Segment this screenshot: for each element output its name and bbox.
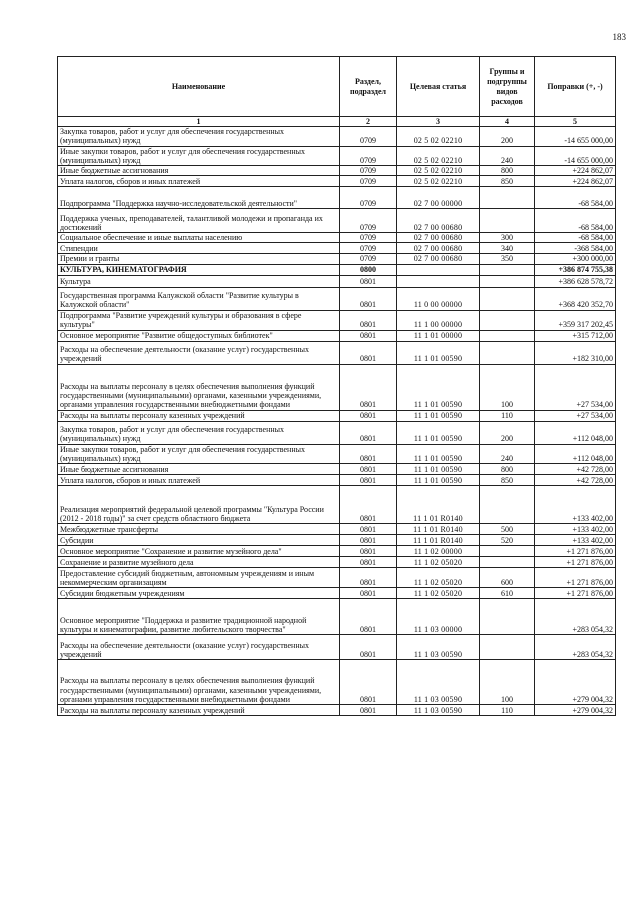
row-name: Поддержка ученых, преподавателей, талантливой молодежи и пропаганда их достижений (58, 209, 340, 233)
table-row (58, 233, 616, 243)
row-target-article: 02 7 00 00680 (397, 209, 480, 233)
row-expense-group (480, 635, 535, 660)
row-target-article: 02 5 02 02210 (397, 127, 480, 146)
row-name: Закупка товаров, работ и услуг для обеспечения государственных (муниципальных) нужд (58, 421, 340, 444)
row-section: 0801 (340, 275, 397, 287)
row-amendment: -14 655 000,00 (535, 127, 616, 146)
row-name: Иные бюджетные ассигнования (58, 166, 340, 176)
row-expense-group: 340 (480, 243, 535, 254)
row-expense-group (480, 287, 535, 310)
table-row (58, 410, 616, 421)
row-expense-group: 200 (480, 127, 535, 146)
row-target-article: 11 1 03 00590 (397, 635, 480, 660)
table-row (58, 568, 616, 588)
header-amendments: Поправки (+, -) (535, 57, 616, 117)
row-name: Расходы на выплаты персоналу в целях обеспечения выполнения функций государственными (муниципальными) органами, казенными учреждениями, органами управления государственными внебюджетными фондами (58, 660, 340, 705)
row-target-article: 11 1 02 05020 (397, 568, 480, 588)
row-section: 0801 (340, 421, 397, 444)
column-number: 2 (340, 117, 397, 127)
row-target-article: 11 1 01 00590 (397, 444, 480, 463)
table-row (58, 243, 616, 254)
row-name: Уплата налогов, сборов и иных платежей (58, 475, 340, 486)
row-expense-group: 520 (480, 535, 535, 546)
table-row (58, 287, 616, 310)
row-section: 0801 (340, 588, 397, 599)
row-name: Подпрограмма "Поддержка научно-исследовательской деятельности" (58, 187, 340, 209)
row-target-article: 11 1 01 00590 (397, 410, 480, 421)
row-expense-group (480, 546, 535, 557)
row-target-article (397, 264, 480, 275)
row-target-article: 02 7 00 00000 (397, 187, 480, 209)
row-name: Премии и гранты (58, 254, 340, 264)
table-row (58, 486, 616, 524)
row-expense-group: 100 (480, 364, 535, 410)
page-number: 183 (612, 32, 626, 42)
row-expense-group: 850 (480, 475, 535, 486)
row-section: 0801 (340, 568, 397, 588)
row-section: 0801 (340, 341, 397, 364)
table-row (58, 635, 616, 660)
row-target-article: 11 1 01 00000 (397, 330, 480, 341)
row-expense-group (480, 599, 535, 635)
row-amendment: +283 054,32 (535, 599, 616, 635)
row-name: Субсидии (58, 535, 340, 546)
row-name: Подпрограмма "Развитие учреждений культуры и образования в сфере культуры" (58, 310, 340, 330)
row-amendment: +1 271 876,00 (535, 557, 616, 568)
table-row (58, 660, 616, 705)
row-name: Межбюджетные трансферты (58, 524, 340, 535)
row-amendment: +1 271 876,00 (535, 568, 616, 588)
budget-amendments-table (57, 56, 616, 716)
row-target-article: 11 1 00 00000 (397, 310, 480, 330)
row-target-article: 11 1 01 R0140 (397, 524, 480, 535)
row-amendment: +300 000,00 (535, 254, 616, 264)
row-expense-group (480, 486, 535, 524)
row-name: Уплата налогов, сборов и иных платежей (58, 176, 340, 187)
row-expense-group: 240 (480, 444, 535, 463)
row-expense-group: 300 (480, 233, 535, 243)
row-expense-group (480, 330, 535, 341)
row-name: Государственная программа Калужской области "Развитие культуры в Калужской области" (58, 287, 340, 310)
row-section: 0800 (340, 264, 397, 275)
row-target-article (397, 275, 480, 287)
row-expense-group: 850 (480, 176, 535, 187)
row-expense-group: 240 (480, 146, 535, 165)
row-name: Основное мероприятие "Сохранение и развитие музейного дела" (58, 546, 340, 557)
row-expense-group (480, 264, 535, 275)
row-amendment: +182 310,00 (535, 341, 616, 364)
row-target-article: 11 1 03 00000 (397, 599, 480, 635)
table-row (58, 166, 616, 176)
row-name: Социальное обеспечение и иные выплаты населению (58, 233, 340, 243)
row-section: 0709 (340, 166, 397, 176)
row-section: 0709 (340, 127, 397, 146)
row-name: Расходы на выплаты персоналу казенных учреждений (58, 705, 340, 716)
table-row (58, 254, 616, 264)
row-target-article: 11 1 03 00590 (397, 705, 480, 716)
table-row (58, 557, 616, 568)
row-amendment: -68 584,00 (535, 233, 616, 243)
row-amendment: +133 402,00 (535, 535, 616, 546)
row-amendment: +42 728,00 (535, 475, 616, 486)
row-section: 0801 (340, 660, 397, 705)
row-expense-group: 500 (480, 524, 535, 535)
row-target-article: 11 1 01 00590 (397, 464, 480, 475)
row-section: 0801 (340, 557, 397, 568)
row-amendment: +368 420 352,70 (535, 287, 616, 310)
row-expense-group: 110 (480, 705, 535, 716)
row-amendment: +359 317 202,45 (535, 310, 616, 330)
row-amendment: +315 712,00 (535, 330, 616, 341)
row-expense-group: 600 (480, 568, 535, 588)
row-amendment: +386 628 578,72 (535, 275, 616, 287)
row-target-article: 11 0 00 00000 (397, 287, 480, 310)
row-name: Иные закупки товаров, работ и услуг для обеспечения государственных (муниципальных) нужд (58, 444, 340, 463)
row-amendment: +1 271 876,00 (535, 546, 616, 557)
table-row (58, 209, 616, 233)
header-expense-groups: Группы и подгруппы видов расходов (480, 57, 535, 117)
row-name: Расходы на обеспечение деятельности (оказание услуг) государственных учреждений (58, 635, 340, 660)
table-row (58, 705, 616, 716)
row-expense-group (480, 310, 535, 330)
table-row (58, 364, 616, 410)
row-name: Расходы на выплаты персоналу казенных учреждений (58, 410, 340, 421)
column-numbers-row (58, 117, 616, 127)
row-amendment: +283 054,32 (535, 635, 616, 660)
row-name: Субсидии бюджетным учреждениям (58, 588, 340, 599)
row-amendment: +386 874 755,38 (535, 264, 616, 275)
row-target-article: 11 1 02 05020 (397, 557, 480, 568)
row-target-article: 11 1 01 00590 (397, 341, 480, 364)
row-section: 0709 (340, 146, 397, 165)
table-row (58, 310, 616, 330)
row-section: 0801 (340, 599, 397, 635)
row-target-article: 11 1 01 R0140 (397, 486, 480, 524)
row-target-article: 02 7 00 00680 (397, 233, 480, 243)
table-row (58, 341, 616, 364)
row-target-article: 11 1 03 00590 (397, 660, 480, 705)
table-header-row (58, 57, 616, 117)
row-name: Реализация мероприятий федеральной целевой программы "Культура России (2012 - 2018 годы)" за счет средств областного бюджета (58, 486, 340, 524)
row-amendment: +279 004,32 (535, 705, 616, 716)
table-row (58, 187, 616, 209)
row-amendment: +133 402,00 (535, 486, 616, 524)
row-section: 0801 (340, 524, 397, 535)
row-section: 0801 (340, 287, 397, 310)
row-name: Расходы на выплаты персоналу в целях обеспечения выполнения функций государственными (муниципальными) органами, казенными учреждениями, органами управления государственными внебюджетными фондами (58, 364, 340, 410)
header-section: Раздел, подраздел (340, 57, 397, 117)
row-expense-group: 800 (480, 166, 535, 176)
row-expense-group: 350 (480, 254, 535, 264)
table-row (58, 275, 616, 287)
table-row (58, 546, 616, 557)
header-target-article: Целевая статья (397, 57, 480, 117)
table-row (58, 535, 616, 546)
table-row (58, 330, 616, 341)
header-name: Наименование (58, 57, 340, 117)
row-amendment: +279 004,32 (535, 660, 616, 705)
row-amendment: +224 862,07 (535, 166, 616, 176)
row-amendment: +27 534,00 (535, 364, 616, 410)
row-section: 0801 (340, 364, 397, 410)
column-number: 1 (58, 117, 340, 127)
row-target-article: 11 1 02 00000 (397, 546, 480, 557)
row-amendment: +27 534,00 (535, 410, 616, 421)
row-section: 0801 (340, 635, 397, 660)
row-expense-group (480, 209, 535, 233)
row-target-article: 02 5 02 02210 (397, 166, 480, 176)
row-expense-group: 200 (480, 421, 535, 444)
table-row (58, 421, 616, 444)
row-name: Закупка товаров, работ и услуг для обеспечения государственных (муниципальных) нужд (58, 127, 340, 146)
row-target-article: 11 1 01 00590 (397, 475, 480, 486)
row-amendment: +133 402,00 (535, 524, 616, 535)
table-row (58, 524, 616, 535)
row-expense-group (480, 275, 535, 287)
row-name: Иные бюджетные ассигнования (58, 464, 340, 475)
row-expense-group: 100 (480, 660, 535, 705)
row-section: 0801 (340, 486, 397, 524)
row-amendment: +112 048,00 (535, 444, 616, 463)
row-target-article: 11 1 01 R0140 (397, 535, 480, 546)
row-target-article: 02 7 00 00680 (397, 243, 480, 254)
table-row (58, 599, 616, 635)
row-expense-group (480, 187, 535, 209)
row-target-article: 02 5 02 02210 (397, 146, 480, 165)
row-section: 0709 (340, 187, 397, 209)
row-section: 0709 (340, 243, 397, 254)
row-section: 0801 (340, 330, 397, 341)
row-expense-group (480, 341, 535, 364)
row-amendment: -68 584,00 (535, 187, 616, 209)
row-name: Основное мероприятие "Поддержка и развитие традиционной народной культуры и кинематографии, развитие любительского творчества" (58, 599, 340, 635)
row-target-article: 11 1 02 05020 (397, 588, 480, 599)
row-section: 0709 (340, 233, 397, 243)
row-name: Иные закупки товаров, работ и услуг для обеспечения государственных (муниципальных) нужд (58, 146, 340, 165)
row-section: 0801 (340, 464, 397, 475)
row-target-article: 02 7 00 00680 (397, 254, 480, 264)
table-row (58, 264, 616, 275)
column-number: 4 (480, 117, 535, 127)
row-target-article: 11 1 01 00590 (397, 421, 480, 444)
table-row (58, 464, 616, 475)
row-section: 0801 (340, 546, 397, 557)
row-target-article: 11 1 01 00590 (397, 364, 480, 410)
table-row (58, 588, 616, 599)
row-name: Сохранение и развитие музейного дела (58, 557, 340, 568)
table-row (58, 475, 616, 486)
row-section: 0801 (340, 410, 397, 421)
row-section: 0801 (340, 444, 397, 463)
row-amendment: -368 584,00 (535, 243, 616, 254)
row-section: 0709 (340, 254, 397, 264)
row-name: Предоставление субсидий бюджетным, автономным учреждениям и иным некоммерческим организациям (58, 568, 340, 588)
row-name: Культура (58, 275, 340, 287)
row-target-article: 02 5 02 02210 (397, 176, 480, 187)
column-number: 3 (397, 117, 480, 127)
row-amendment: +42 728,00 (535, 464, 616, 475)
row-name: Расходы на обеспечение деятельности (оказание услуг) государственных учреждений (58, 341, 340, 364)
row-section: 0801 (340, 310, 397, 330)
row-expense-group: 610 (480, 588, 535, 599)
row-section: 0801 (340, 475, 397, 486)
row-amendment: +1 271 876,00 (535, 588, 616, 599)
row-section: 0709 (340, 176, 397, 187)
column-number: 5 (535, 117, 616, 127)
row-amendment: -68 584,00 (535, 209, 616, 233)
table-row (58, 176, 616, 187)
row-name: Стипендии (58, 243, 340, 254)
row-section: 0801 (340, 705, 397, 716)
table-row (58, 146, 616, 165)
table-row (58, 127, 616, 146)
row-expense-group (480, 557, 535, 568)
row-section: 0801 (340, 535, 397, 546)
row-section: 0709 (340, 209, 397, 233)
table-row (58, 444, 616, 463)
table-body (58, 127, 616, 716)
row-amendment: +112 048,00 (535, 421, 616, 444)
row-expense-group: 110 (480, 410, 535, 421)
row-expense-group: 800 (480, 464, 535, 475)
row-name: Основное мероприятие "Развитие общедоступных библиотек" (58, 330, 340, 341)
row-name: КУЛЬТУРА, КИНЕМАТОГРАФИЯ (58, 264, 340, 275)
row-amendment: +224 862,07 (535, 176, 616, 187)
row-amendment: -14 655 000,00 (535, 146, 616, 165)
